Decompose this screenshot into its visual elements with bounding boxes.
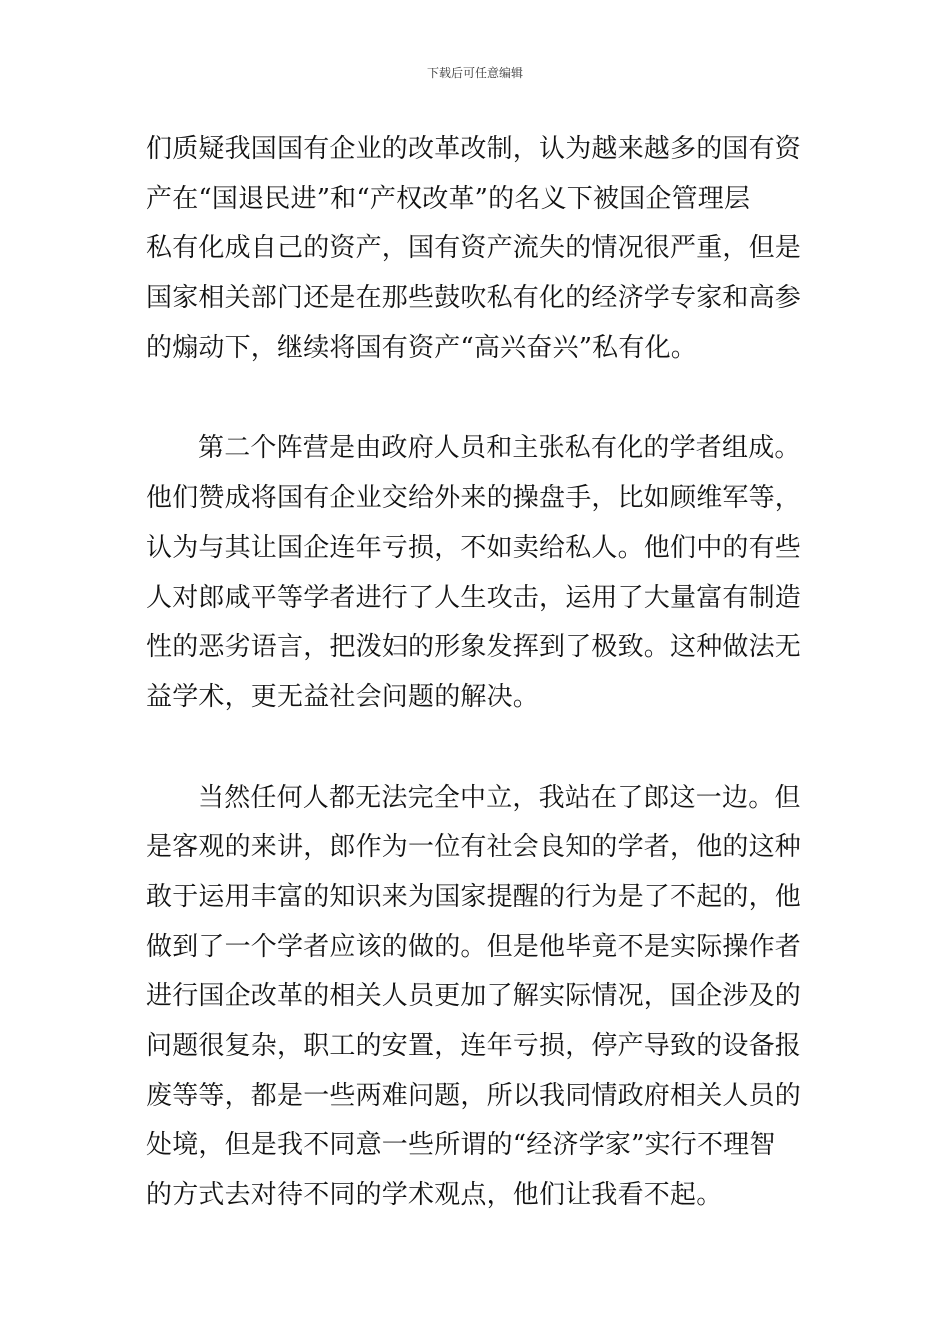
text-line: 当然任何人都无法完全中立，我站在了郎这一边。但 — [198, 782, 801, 813]
page-header: 下载后可任意编辑 — [426, 66, 523, 80]
paragraph-gap — [146, 373, 808, 424]
text-line: 产在“国退民进”和“产权改革”的名义下被国企管理层 — [146, 183, 751, 214]
document-body — [146, 125, 808, 1221]
paragraph-gap — [146, 723, 808, 774]
text-line: 认为与其让国企连年亏损，不如卖给私人。他们中的有些 — [146, 532, 802, 563]
text-line: 他们赞成将国有企业交给外来的操盘手，比如顾维军等， — [146, 483, 802, 514]
text-line: 人对郎咸平等学者进行了人生攻击，运用了大量富有制造 — [146, 582, 802, 613]
text-line: 做到了一个学者应该的做的。但是他毕竟不是实际操作者 — [146, 931, 802, 962]
text-line: 国家相关部门还是在那些鼓吹私有化的经济学专家和高参 — [146, 283, 802, 314]
text-line: 的方式去对待不同的学术观点，他们让我看不起。 — [146, 1180, 723, 1211]
text-line: 处境，但是我不同意一些所谓的“经济学家”实行不理智 — [146, 1130, 776, 1161]
text-line: 敢于运用丰富的知识来为国家提醒的行为是了不起的，他 — [146, 881, 802, 912]
paragraph-3 — [146, 774, 808, 1221]
text-line: 问题很复杂，职工的安置，连年亏损，停产导致的设备报 — [146, 1031, 802, 1061]
text-line: 益学术，更无益社会问题的解决。 — [146, 681, 540, 712]
text-line: 是客观的来讲，郎作为一位有社会良知的学者，他的这种 — [146, 832, 802, 863]
text-line: 们质疑我国国有企业的改革改制，认为越来越多的国有资 — [146, 134, 802, 164]
text-line: 性的恶劣语言，把泼妇的形象发挥到了极致。这种做法无 — [146, 632, 802, 663]
text-line: 废等等，都是一些两难问题，所以我同情政府相关人员的 — [146, 1080, 802, 1111]
paragraph-1 — [146, 125, 808, 373]
text-line: 私有化成自己的资产，国有资产流失的情况很严重，但是 — [146, 233, 802, 264]
paragraph-2 — [146, 424, 808, 722]
text-line: 第二个阵营是由政府人员和主张私有化的学者组成。 — [198, 433, 801, 464]
text-line: 的煽动下，继续将国有资产“高兴奋兴”私有化。 — [146, 332, 697, 363]
text-line: 进行国企改革的相关人员更加了解实际情况，国企涉及的 — [146, 981, 802, 1012]
